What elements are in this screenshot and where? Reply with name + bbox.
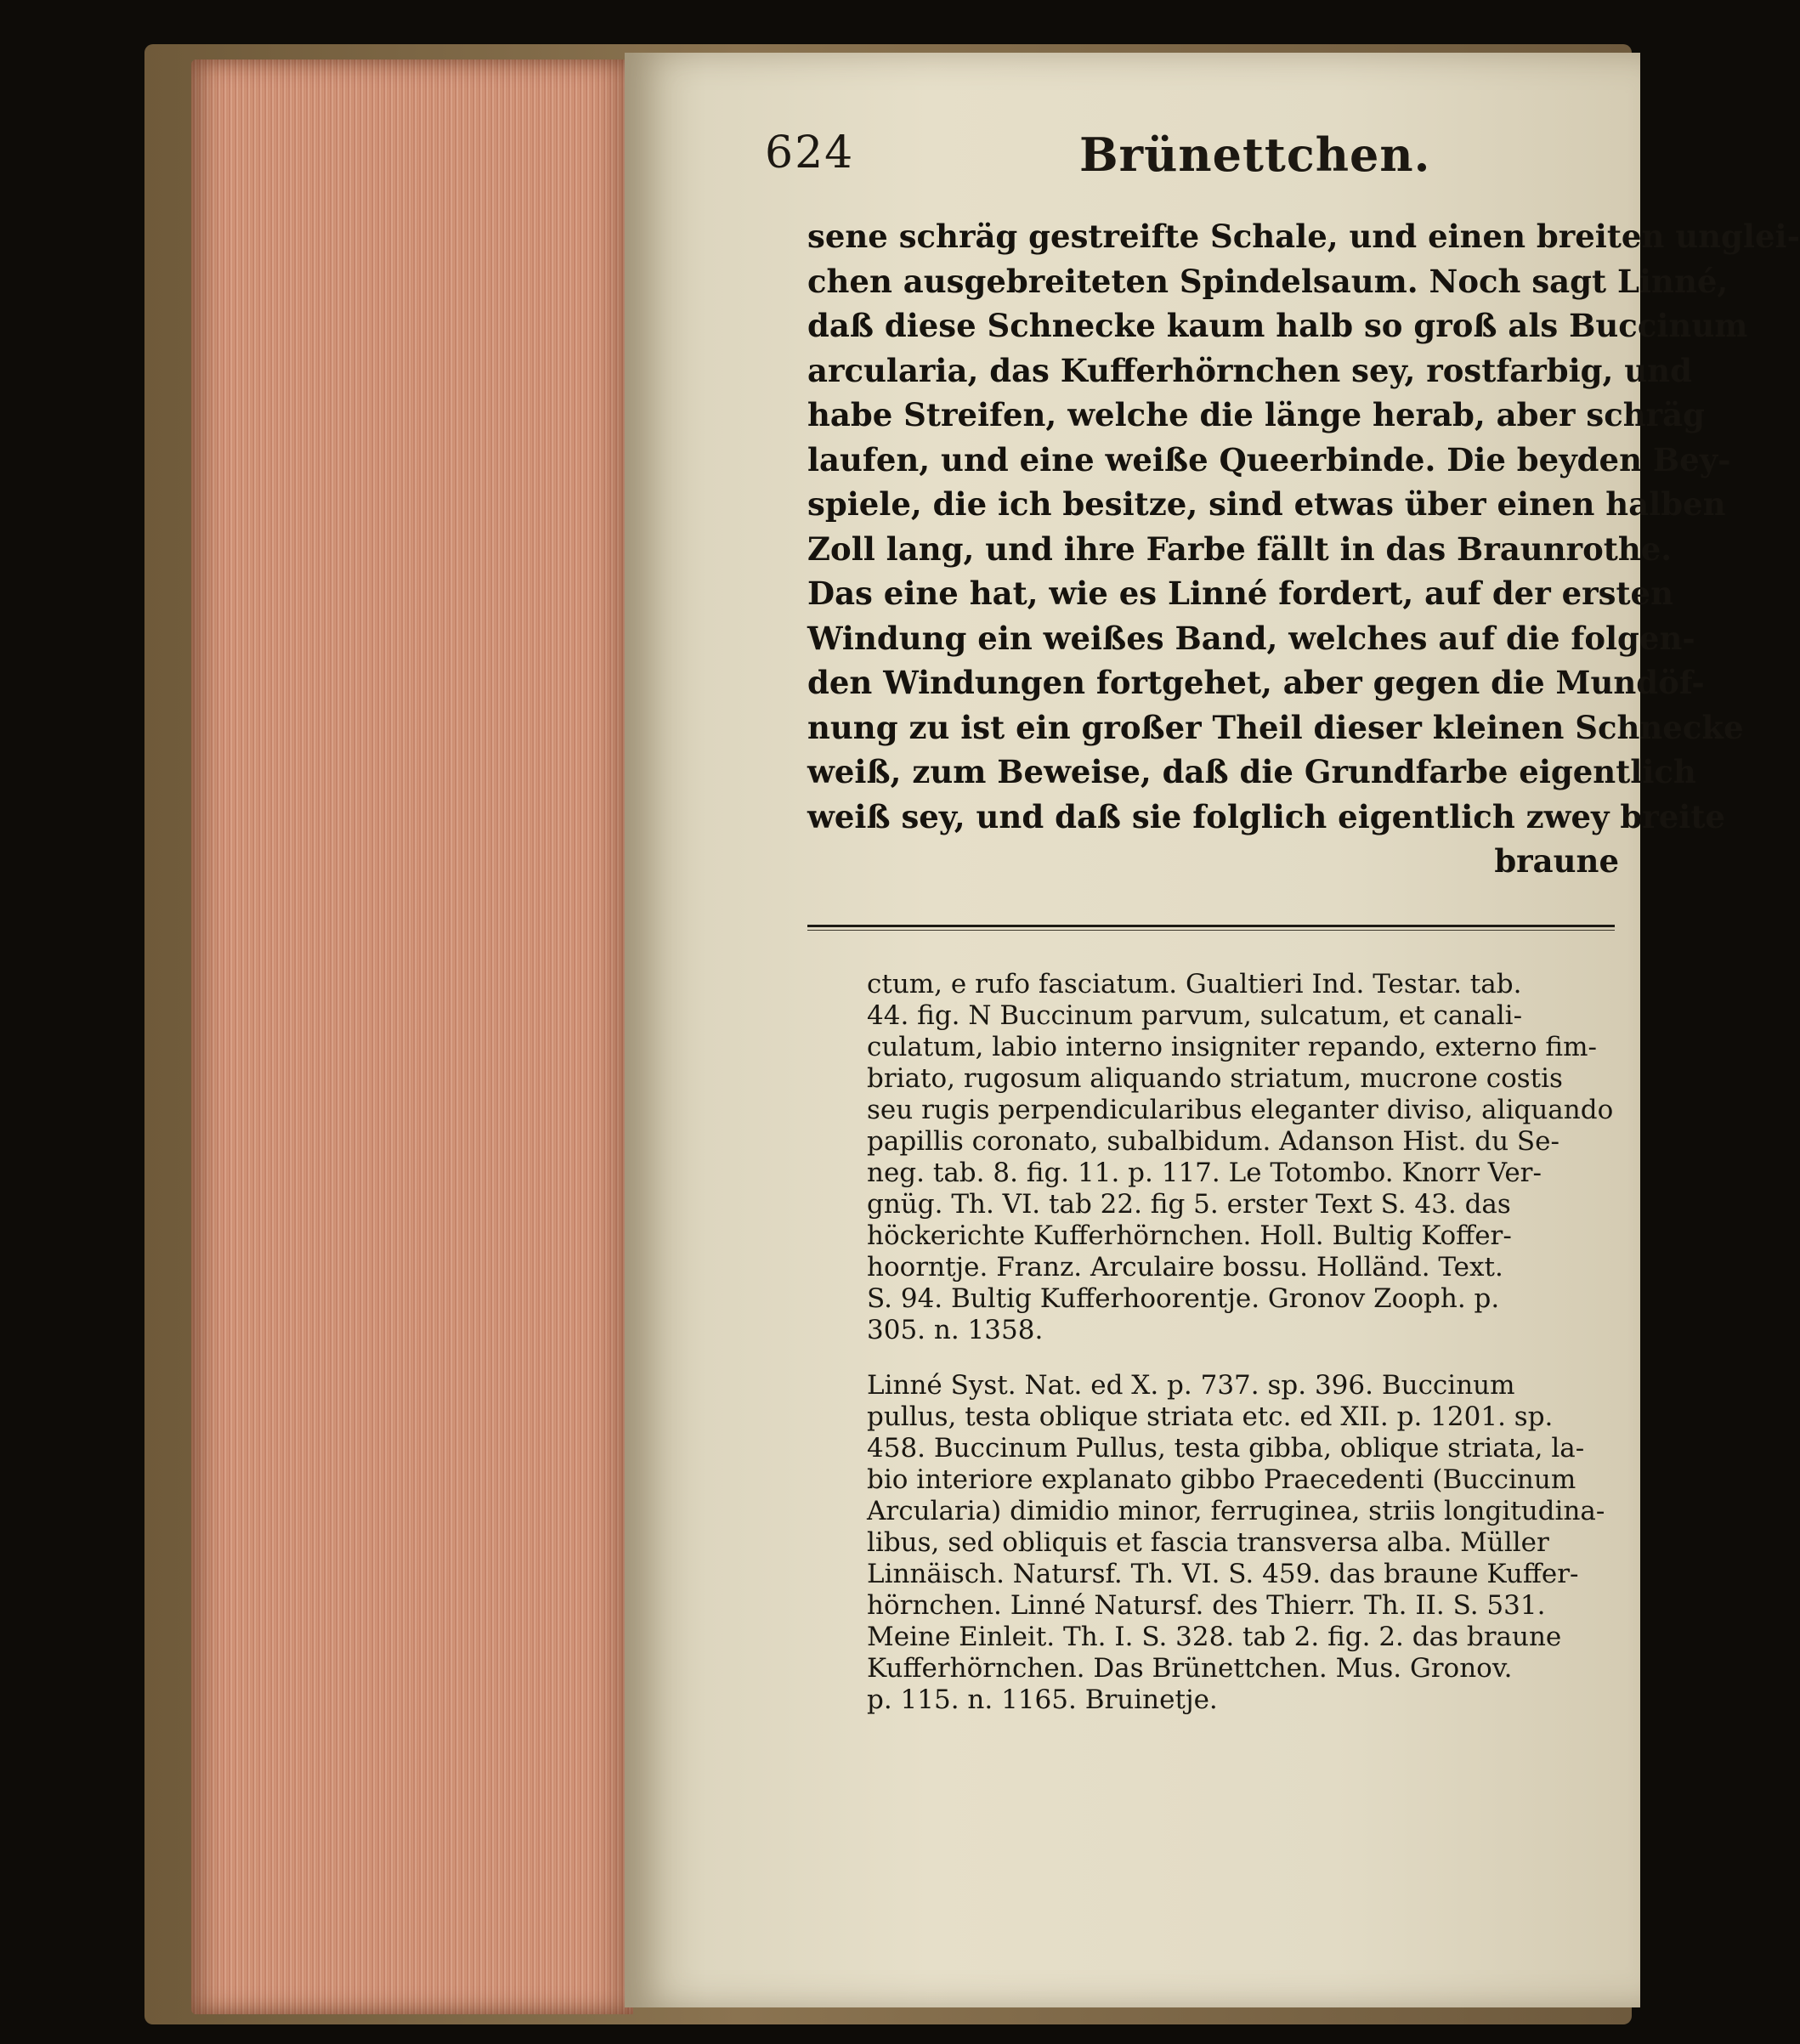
footnote-line: 44. fig. N Buccinum parvum, sulcatum, et canali-	[867, 1000, 1523, 1031]
text-line: Windung ein weißes Band, welches auf die folgen-	[807, 619, 1695, 657]
footnote-line: seu rugis perpendicularibus eleganter diviso, aliquando	[867, 1095, 1614, 1125]
footnote-line: Linnäisch. Natursf. Th. VI. S. 459. das braune Kuffer-	[867, 1559, 1579, 1589]
footnote-line: papillis coronato, subalbidum. Adanson Hist. du Se-	[867, 1126, 1559, 1157]
footnote-line: neg. tab. 8. fig. 11. p. 117. Le Totombo. Knorr Ver-	[867, 1158, 1542, 1188]
main-text	[807, 214, 1800, 884]
text-line: sene schräg gestreifte Schale, und einen breiten unglei-	[807, 218, 1800, 255]
footnote-line: hörnchen. Linné Natursf. des Thierr. Th. II. S. 531.	[867, 1590, 1546, 1621]
footnote-line: culatum, labio interno insigniter repando, externo fim-	[867, 1032, 1597, 1062]
footnote-rule-thin	[807, 930, 1615, 931]
footnote-line: S. 94. Bultig Kufferhoorentje. Gronov Zooph. p.	[867, 1283, 1500, 1314]
text-line: spiele, die ich besitze, sind etwas über einen halben	[807, 485, 1726, 523]
text-line: daß diese Schnecke kaum halb so groß als Buccinum	[807, 307, 1748, 344]
running-title: Brünettchen.	[1079, 127, 1431, 182]
footnote-line: bio interiore explanato gibbo Praecedenti (Buccinum	[867, 1464, 1576, 1495]
footnote	[867, 969, 1619, 1716]
footnote-line: libus, sed obliquis et fascia transversa alba. Müller	[867, 1527, 1549, 1558]
text-line: Das eine hat, wie es Linné fordert, auf der ersten	[807, 575, 1673, 612]
text-line: Zoll lang, und ihre Farbe fällt in das Braunrothe.	[807, 529, 1673, 568]
footnote-line: gnüg. Th. VI. tab 22. fig 5. erster Text S. 43. das	[867, 1189, 1511, 1220]
footnote-line: Arcularia) dimidio minor, ferruginea, striis longitudina-	[867, 1496, 1605, 1526]
catchword: braune	[1494, 842, 1619, 880]
page-edges	[191, 59, 633, 2014]
text-line: nung zu ist ein großer Theil dieser kleinen Schnecke	[807, 708, 1744, 746]
footnote-line: 305. n. 1358.	[867, 1315, 1044, 1345]
footnote-line: pullus, testa oblique striata etc. ed XII. p. 1201. sp.	[867, 1401, 1554, 1432]
text-line: weiß, zum Beweise, daß die Grundfarbe eigentlich	[807, 753, 1696, 790]
footnote-rule	[807, 925, 1615, 927]
footnote-line: höckerichte Kufferhörnchen. Holl. Bultig Koffer-	[867, 1220, 1512, 1251]
footnote-line: Kufferhörnchen. Das Brünettchen. Mus. Gronov.	[867, 1653, 1513, 1684]
footnote-line: Linné Syst. Nat. ed X. p. 737. sp. 396. Buccinum	[867, 1370, 1515, 1401]
page-header	[765, 127, 1431, 187]
paragraph-gap	[867, 1346, 1619, 1370]
text-line: weiß sey, und daß sie folglich eigentlich zwey breite	[807, 797, 1725, 835]
footnote-line: hoorntje. Franz. Arculaire bossu. Holländ. Text.	[867, 1252, 1503, 1282]
text-line: arcularia, das Kufferhörnchen sey, rostfarbig, und	[807, 351, 1692, 389]
footnote-line: 458. Buccinum Pullus, testa gibba, oblique striata, la-	[867, 1433, 1585, 1464]
footnote-line: Meine Einleit. Th. I. S. 328. tab 2. fig. 2. das braune	[867, 1622, 1562, 1652]
text-line: chen ausgebreiteten Spindelsaum. Noch sagt Linné,	[807, 262, 1729, 300]
page-number: 624	[765, 127, 855, 178]
footnote-line: briato, rugosum aliquando striatum, mucrone costis	[867, 1063, 1563, 1094]
text-line: habe Streifen, welche die länge herab, aber schräg	[807, 396, 1705, 433]
text-line: laufen, und eine weiße Queerbinde. Die beyden Bey-	[807, 440, 1731, 478]
footnote-line: ctum, e rufo fasciatum. Gualtieri Ind. Testar. tab.	[867, 969, 1522, 999]
text-line: den Windungen fortgehet, aber gegen die Mundöf-	[807, 664, 1705, 701]
footnote-line: p. 115. n. 1165. Bruinetje.	[867, 1684, 1218, 1715]
